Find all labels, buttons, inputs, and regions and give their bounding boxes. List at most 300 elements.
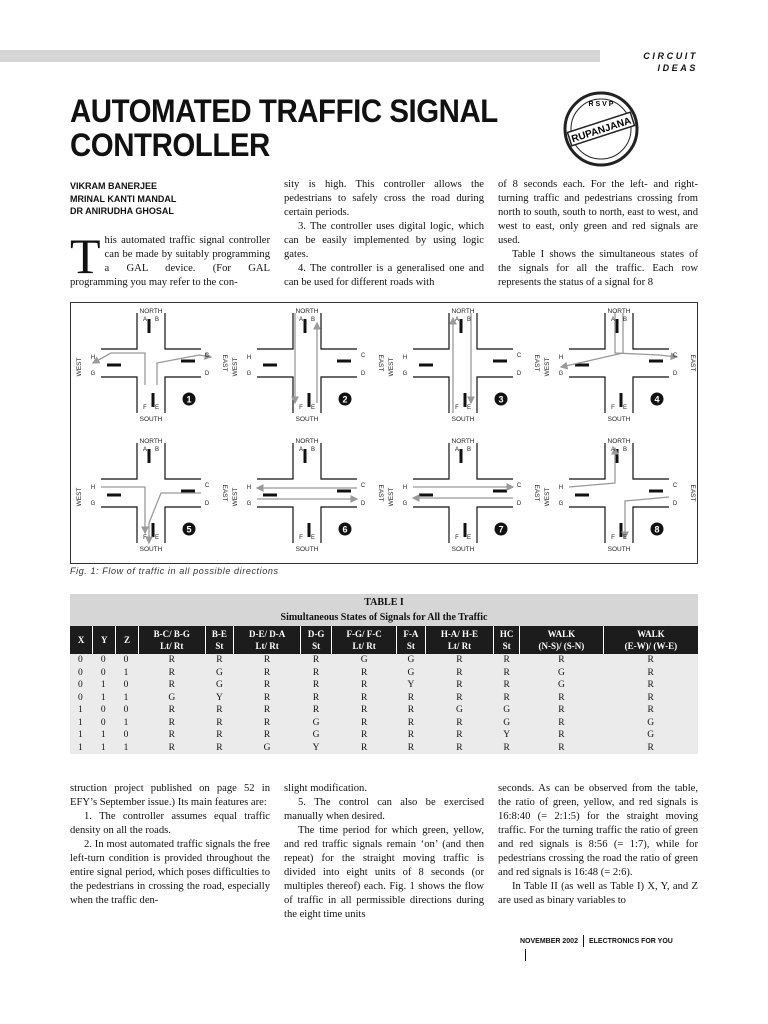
north-label: NORTH xyxy=(295,308,319,315)
north-label: NORTH xyxy=(607,308,631,315)
table-row xyxy=(70,667,698,680)
table-cell: G xyxy=(425,704,493,717)
lane-label-h: H xyxy=(246,355,252,361)
column-header xyxy=(138,626,205,654)
table-cell: R xyxy=(494,742,520,755)
top-rule-bar xyxy=(0,50,698,62)
table-cell: R xyxy=(425,692,493,705)
panel-number: 5 xyxy=(186,524,192,535)
lane-label-a: A xyxy=(298,447,304,453)
west-label: WEST xyxy=(388,487,395,507)
table-cell: R xyxy=(397,742,426,755)
lane-label-e: E xyxy=(310,405,316,411)
lane-label-b: B xyxy=(622,317,628,323)
table-cell: R xyxy=(300,704,331,717)
road-edge xyxy=(165,443,201,479)
table-cell: R xyxy=(138,654,205,667)
table-cell: R xyxy=(332,692,397,705)
lane-label-b: B xyxy=(154,317,160,323)
table-cell: R xyxy=(520,704,604,717)
road-edge xyxy=(165,313,201,349)
lane-label-e: E xyxy=(466,535,472,541)
east-label: EAST xyxy=(377,484,384,502)
road-edge xyxy=(257,443,293,479)
lane-label-c: C xyxy=(204,483,210,489)
column-header-label: D-G xyxy=(307,629,325,639)
lane-label-b: B xyxy=(154,447,160,453)
column-header xyxy=(603,626,698,654)
lane-label-c: C xyxy=(516,353,522,359)
table-cell: R xyxy=(520,717,604,730)
lane-label-c: C xyxy=(672,353,678,359)
paragraph: struction project published on page 52 in EFY’s September issue.) Its main features are: xyxy=(70,783,270,808)
panel-number: 8 xyxy=(654,524,660,535)
text-column-2 xyxy=(284,178,484,290)
north-label: NORTH xyxy=(295,438,319,445)
traffic-flow-figure xyxy=(70,302,698,564)
road-edge xyxy=(633,443,669,479)
panel-number: 6 xyxy=(342,524,348,535)
east-label: EAST xyxy=(221,484,228,502)
table-cell: R xyxy=(603,667,698,680)
table-cell: G xyxy=(234,742,301,755)
road-edge xyxy=(477,377,513,413)
road-edge xyxy=(101,443,137,479)
lane-label-e: E xyxy=(154,535,160,541)
road-edge xyxy=(477,443,513,479)
west-label: WEST xyxy=(544,357,551,377)
table-cell: R xyxy=(603,742,698,755)
lane-label-b: B xyxy=(466,447,472,453)
lane-label-b: B xyxy=(622,447,628,453)
road-edge xyxy=(257,377,293,413)
column-header-sub: St xyxy=(312,641,321,651)
table-cell: R xyxy=(234,667,301,680)
south-label: SOUTH xyxy=(451,416,475,423)
table-cell: 1 xyxy=(70,742,93,755)
north-label: NORTH xyxy=(139,308,163,315)
west-label: WEST xyxy=(388,357,395,377)
table-cell: R xyxy=(603,704,698,717)
lane-label-c: C xyxy=(204,353,210,359)
table-cell: G xyxy=(397,667,426,680)
lane-label-d: D xyxy=(360,501,366,507)
lane-label-h: H xyxy=(90,485,96,491)
table-cell: 0 xyxy=(93,667,116,680)
south-label: SOUTH xyxy=(607,546,631,553)
table-cell: R xyxy=(300,692,331,705)
lane-label-c: C xyxy=(516,483,522,489)
column-header-label: H-A/ H-E xyxy=(440,629,479,639)
table-cell: R xyxy=(138,704,205,717)
intro-column xyxy=(70,228,270,290)
table-cell: G xyxy=(494,704,520,717)
lane-label-b: B xyxy=(310,447,316,453)
west-label: WEST xyxy=(544,487,551,507)
south-label: SOUTH xyxy=(607,416,631,423)
table-cell: G xyxy=(397,654,426,667)
table-cell: G xyxy=(520,679,604,692)
paragraph: of 8 seconds each. For the left- and right-turning traffic and pedestrians crossing from north to south, south to north, east to west, and west to east, only green and red signals are used. xyxy=(498,179,698,246)
lane-label-g: G xyxy=(90,371,96,377)
table-cell: R xyxy=(332,667,397,680)
lane-label-d: D xyxy=(516,371,522,377)
paragraph: 3. The controller uses digital logic, which can be easily implemented by using logic gates. xyxy=(284,221,484,260)
table-cell: R xyxy=(300,654,331,667)
lane-label-a: A xyxy=(142,317,148,323)
lane-label-a: A xyxy=(142,447,148,453)
east-label: EAST xyxy=(689,484,696,502)
lane-label-f: F xyxy=(455,535,459,541)
road-edge xyxy=(321,507,357,543)
road-edge xyxy=(413,313,449,349)
table-cell: 0 xyxy=(93,704,116,717)
table-row xyxy=(70,729,698,742)
column-header-sub: (E-W)/ (W-E) xyxy=(624,641,678,651)
table-cell: 0 xyxy=(93,654,116,667)
north-label: NORTH xyxy=(451,308,475,315)
lane-label-f: F xyxy=(611,535,615,541)
page-footer xyxy=(520,935,680,949)
table-cell: R xyxy=(300,667,331,680)
lane-label-a: A xyxy=(610,317,616,323)
lane-label-a: A xyxy=(298,317,304,323)
north-label: NORTH xyxy=(451,438,475,445)
column-header-label: HC xyxy=(499,629,514,639)
south-label: SOUTH xyxy=(139,546,163,553)
lane-label-f: F xyxy=(455,405,459,411)
lane-label-h: H xyxy=(90,355,96,361)
lane-label-e: E xyxy=(622,405,628,411)
table-cell: 0 xyxy=(70,679,93,692)
column-header-label: X xyxy=(77,635,85,645)
author-name: DR ANIRUDHA GHOSAL xyxy=(70,206,174,216)
table-cell: R xyxy=(520,654,604,667)
section-tag: CIRCUIT IDEAS xyxy=(600,50,698,62)
lane-label-a: A xyxy=(610,447,616,453)
paragraph: 5. The control can also be exercised manually when desired. xyxy=(284,797,484,822)
column-header-sub: Lt/ Rt xyxy=(160,641,184,651)
lane-label-g: G xyxy=(246,501,252,507)
table-title: Simultaneous States of Signals for All the Traffic xyxy=(280,612,488,623)
lane-label-d: D xyxy=(516,501,522,507)
column-header-label: D-E/ D-A xyxy=(248,629,286,639)
intersection-diagrams xyxy=(71,303,697,563)
lane-label-h: H xyxy=(246,485,252,491)
intro-text: his automated traffic signal controller can be made by suitably programming a GAL device. (For GAL programming you may refer to the con- xyxy=(70,235,270,288)
column-header xyxy=(116,626,139,654)
table-cell: G xyxy=(138,692,205,705)
road-edge xyxy=(257,507,293,543)
table-cell: Y xyxy=(300,742,331,755)
table-cell: R xyxy=(425,717,493,730)
column-header xyxy=(332,626,397,654)
table-cell: R xyxy=(205,717,234,730)
panel-number: 1 xyxy=(186,394,192,405)
table-cell: 0 xyxy=(70,692,93,705)
paragraph: In Table II (as well as Table I) X, Y, and Z are used as binary variables to xyxy=(498,881,698,906)
table-heading xyxy=(70,594,698,626)
table-row xyxy=(70,717,698,730)
table-cell: Y xyxy=(205,692,234,705)
column-header-sub: Lt/ Rt xyxy=(352,641,376,651)
table-cell: R xyxy=(234,692,301,705)
table-cell: R xyxy=(603,679,698,692)
table-cell: R xyxy=(520,729,604,742)
column-header-label: B-E xyxy=(211,629,227,639)
east-label: EAST xyxy=(533,354,540,372)
road-edge xyxy=(569,313,605,349)
column-header-sub: (N-S)/ (S-N) xyxy=(538,641,585,651)
title-line-1: AUTOMATED TRAFFIC SIGNAL xyxy=(70,93,498,129)
table-cell: R xyxy=(205,742,234,755)
table-cell: 0 xyxy=(116,679,139,692)
road-edge xyxy=(569,377,605,413)
column-header-sub: Lt/ Rt xyxy=(447,641,472,651)
table-cell: 0 xyxy=(116,704,139,717)
road-edge xyxy=(101,507,137,543)
table-cell: R xyxy=(520,692,604,705)
table-cell: 1 xyxy=(116,692,139,705)
column-header xyxy=(425,626,493,654)
south-label: SOUTH xyxy=(451,546,475,553)
lower-column-2 xyxy=(284,782,484,922)
lane-label-d: D xyxy=(360,371,366,377)
table-cell: R xyxy=(234,704,301,717)
table-cell: R xyxy=(332,729,397,742)
road-edge xyxy=(165,507,201,543)
table-cell: R xyxy=(494,667,520,680)
column-header-label: B-C/ B-G xyxy=(153,629,190,639)
lane-label-a: A xyxy=(454,447,460,453)
table-cell: R xyxy=(397,717,426,730)
table-row xyxy=(70,704,698,717)
table-cell: 0 xyxy=(70,654,93,667)
table-cell: R xyxy=(520,742,604,755)
road-edge xyxy=(633,377,669,413)
table-row xyxy=(70,692,698,705)
lane-label-f: F xyxy=(299,535,303,541)
lane-label-d: D xyxy=(672,371,678,377)
table-cell: 0 xyxy=(116,729,139,742)
column-header-label: Y xyxy=(100,635,108,645)
table-cell: G xyxy=(603,729,698,742)
lane-label-f: F xyxy=(299,405,303,411)
lane-label-a: A xyxy=(454,317,460,323)
table-cell: R xyxy=(425,742,493,755)
table-cell: 1 xyxy=(70,717,93,730)
road-edge xyxy=(321,443,357,479)
road-edge xyxy=(477,507,513,543)
lane-label-f: F xyxy=(611,405,615,411)
column-header-sub: St xyxy=(215,641,224,651)
table-cell: R xyxy=(234,717,301,730)
south-label: SOUTH xyxy=(139,416,163,423)
table-cell: R xyxy=(234,729,301,742)
table-cell: R xyxy=(138,717,205,730)
drop-cap: T xyxy=(70,228,101,284)
table-cell: R xyxy=(332,742,397,755)
column-header xyxy=(520,626,604,654)
table-cell: Y xyxy=(397,679,426,692)
paragraph: The time period for which green, yellow, and red traffic signals remain ‘on’ (and then repeat) for the straight moving traffic is divided into eight units of 8 seconds (or multiples thereof) each. Fig. 1 shows the flow of traffic in all permissible directions during the eight time units xyxy=(284,825,484,920)
table-cell: R xyxy=(234,679,301,692)
title-line-2: CONTROLLER xyxy=(70,127,270,163)
author-name: VIKRAM BANERJEE xyxy=(70,181,158,191)
column-header-sub: St xyxy=(502,641,511,651)
table-cell: 1 xyxy=(93,729,116,742)
table-cell: 1 xyxy=(93,692,116,705)
figure-caption: Fig. 1: Flow of traffic in all possible directions xyxy=(70,566,279,576)
paragraph: 2. In most automated traffic signals the free left-turn condition is provided throughout the entire signal period, which poses difficulties to the pedestrians in crossing the road, especially when the traffic den- xyxy=(70,839,270,906)
lane-label-g: G xyxy=(90,501,96,507)
east-label: EAST xyxy=(377,354,384,372)
lane-label-g: G xyxy=(402,371,408,377)
road-edge xyxy=(101,313,137,349)
table-cell: 1 xyxy=(93,742,116,755)
table-cell: 1 xyxy=(116,742,139,755)
lane-label-d: D xyxy=(204,501,210,507)
road-edge xyxy=(633,313,669,349)
lane-label-h: H xyxy=(402,485,408,491)
north-label: NORTH xyxy=(607,438,631,445)
column-header xyxy=(93,626,116,654)
lane-label-g: G xyxy=(402,501,408,507)
table-cell: R xyxy=(300,679,331,692)
road-edge xyxy=(569,507,605,543)
lane-label-b: B xyxy=(310,317,316,323)
authors-block xyxy=(70,180,270,218)
rupanjana-seal-logo xyxy=(558,86,644,172)
road-edge xyxy=(413,377,449,413)
south-label: SOUTH xyxy=(295,416,319,423)
issue-date: NOVEMBER 2002 xyxy=(520,938,578,945)
paragraph: slight modification. xyxy=(284,783,367,794)
west-label: WEST xyxy=(76,357,83,377)
stamp-text: RUPANJANA xyxy=(570,115,633,146)
table-cell: R xyxy=(397,729,426,742)
table-cell: G xyxy=(300,717,331,730)
panel-number: 2 xyxy=(342,394,348,405)
table-cell: R xyxy=(494,654,520,667)
panel-number: 3 xyxy=(498,394,504,405)
column-header xyxy=(494,626,520,654)
west-label: WEST xyxy=(232,357,239,377)
table-label: TABLE I xyxy=(364,597,404,608)
south-label: SOUTH xyxy=(295,546,319,553)
lower-column-3 xyxy=(498,782,698,908)
table-cell: R xyxy=(425,654,493,667)
table-cell: R xyxy=(138,667,205,680)
table-cell: 1 xyxy=(116,717,139,730)
table-cell: R xyxy=(205,654,234,667)
table-cell: G xyxy=(494,717,520,730)
lane-label-h: H xyxy=(558,355,564,361)
table-cell: 1 xyxy=(93,679,116,692)
text-column-3 xyxy=(498,178,698,290)
road-edge xyxy=(321,377,357,413)
column-header-label: WALK xyxy=(547,629,576,639)
road-edge xyxy=(321,313,357,349)
traffic-flow-arrow xyxy=(569,448,615,487)
table-cell: R xyxy=(425,667,493,680)
lane-label-g: G xyxy=(246,371,252,377)
road-edge xyxy=(413,507,449,543)
lane-label-c: C xyxy=(360,353,366,359)
east-label: EAST xyxy=(533,484,540,502)
road-edge xyxy=(101,377,137,413)
lower-column-1 xyxy=(70,782,270,908)
article-title xyxy=(70,94,512,162)
road-edge xyxy=(165,377,201,413)
table-cell: R xyxy=(332,679,397,692)
table-cell: R xyxy=(205,729,234,742)
lane-label-f: F xyxy=(143,405,147,411)
paragraph: 1. The controller assumes equal traffic density on all the roads. xyxy=(70,811,270,836)
table-cell: R xyxy=(603,654,698,667)
column-header xyxy=(70,626,93,654)
west-label: WEST xyxy=(232,487,239,507)
column-header xyxy=(300,626,331,654)
table-cell: R xyxy=(138,742,205,755)
lane-label-b: B xyxy=(466,317,472,323)
lane-label-e: E xyxy=(466,405,472,411)
table-cell: 1 xyxy=(70,704,93,717)
table-cell: R xyxy=(332,717,397,730)
table-cell: 1 xyxy=(70,729,93,742)
table-row xyxy=(70,654,698,667)
table-cell: R xyxy=(205,704,234,717)
column-header-label: F-A xyxy=(403,629,419,639)
paragraph: Table I shows the simultaneous states of the signals for all the traffic. Each row represents the status of a signal for 8 xyxy=(498,249,698,288)
table-cell: R xyxy=(397,704,426,717)
column-header-label: WALK xyxy=(637,629,665,639)
paragraph: sity is high. This controller allows the pedestrians to safely cross the road during certain periods. xyxy=(284,179,484,218)
magazine-name: ELECTRONICS FOR YOU xyxy=(588,938,673,945)
column-header-sub: Lt/ Rt xyxy=(255,641,279,651)
table-row xyxy=(70,679,698,692)
lane-label-c: C xyxy=(672,483,678,489)
west-label: WEST xyxy=(76,487,83,507)
north-label: NORTH xyxy=(139,438,163,445)
stamp-letters: R S V P xyxy=(588,101,614,108)
lane-label-h: H xyxy=(402,355,408,361)
table-cell: R xyxy=(425,679,493,692)
lane-label-g: G xyxy=(558,371,564,377)
table-cell: R xyxy=(332,704,397,717)
column-header-label: Z xyxy=(124,635,131,645)
table-cell: R xyxy=(234,654,301,667)
road-edge xyxy=(477,313,513,349)
table-cell: R xyxy=(603,692,698,705)
table-cell: G xyxy=(603,717,698,730)
road-edge xyxy=(569,443,605,479)
lane-label-e: E xyxy=(622,535,628,541)
table-cell: R xyxy=(138,679,205,692)
column-header xyxy=(205,626,234,654)
lane-label-e: E xyxy=(154,405,160,411)
paragraph: seconds. As can be observed from the table, the ratio of green, yellow, and red signals is 16:8:40 (= 2:1:5) for the straight moving traffic. For the turning traffic the ratio of green and red signals is 8:56 (= 1:7), while for pedestrians crossing the road the ratio of green and red signals is 16:48 (= 2:6). xyxy=(498,783,698,878)
signal-states-table xyxy=(70,626,698,754)
lane-label-h: H xyxy=(558,485,564,491)
east-label: EAST xyxy=(689,354,696,372)
table-cell: R xyxy=(138,729,205,742)
lane-label-d: D xyxy=(672,501,678,507)
table-cell: R xyxy=(494,692,520,705)
panel-number: 4 xyxy=(654,394,660,405)
road-edge xyxy=(413,443,449,479)
table-cell: G xyxy=(205,667,234,680)
